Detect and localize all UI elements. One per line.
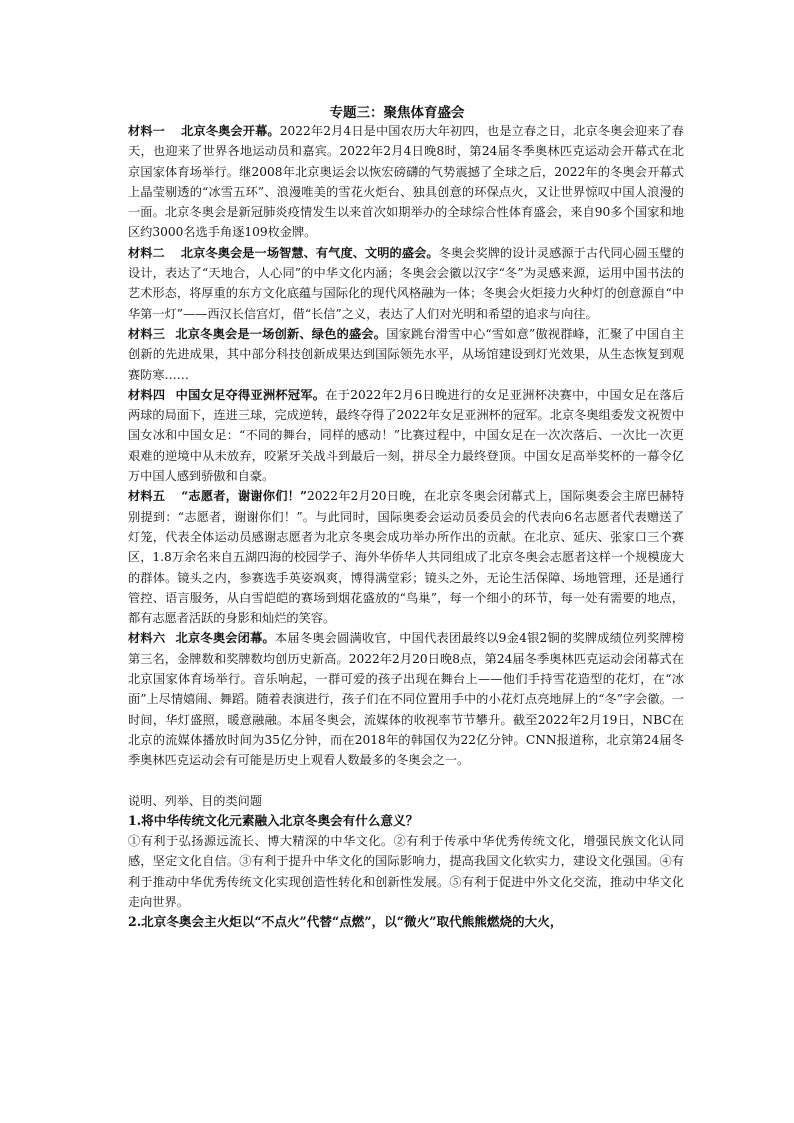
material-3 — [128, 324, 684, 385]
page-title: 专题三：聚焦体育盛会 — [329, 105, 465, 121]
material-text: 国家跳台滑雪中心“雪如意”傲视群峰，汇聚了中国自主创新的先进成果，其中部分科技创新成果达到国际领先水平，从场馆建设到灯光效果，从生态恢复到观赛防寒…… — [128, 326, 685, 382]
material-text: 本届冬奥会圆满收官，中国代表团最终以9金4银2铜的奖牌成绩位列奖牌榜第三名，金牌数和奖牌数均创历史新高。2022年2月20日晚8点，第24届冬季奥林匹克运动会闭幕式在北京国家体育场举行。音乐响起，一群可爱的孩子出现在舞台上——他们手持雪花造型的花灯，在“冰面”上尽情嬉闹、舞蹈。随着表演进行，孩子们在不同位置用手中的小花灯点亮地屏上的“冬”字会徽。一时间，华灯盛照，暖意融融。本届冬奥会，流媒体的收视率节节攀升。截至2022年2月19日，NBC在北京的流媒体播放时间为35亿分钟，而在2018年的韩国仅为22亿分钟。CNN报道称，北京第24届冬季奥林匹克运动会有可能是历史上观看人数最多的冬奥会之一。 — [128, 631, 685, 768]
material-4 — [128, 385, 684, 486]
material-5 — [128, 486, 684, 628]
material-text: 冬奥会奖牌的设计灵感源于古代同心圆玉璧的设计，表达了“天地合，人心同”的中华文化内涵；冬奥会会徽以汉字“冬”为灵感来源，运用中国书法的艺术形态，将厚重的东方文化底蕴与国际化的现代风格融为一体；冬奥会火炬接力火种灯的创意源自“中华第一灯”——西汉长信宫灯，借“长信”之义，表达了人们对光明和希望的追求与向往。 — [128, 245, 685, 321]
material-label: 材料二 北京冬奥会是一场智慧、有气度、文明的盛会。 — [128, 245, 439, 260]
material-1 — [128, 121, 684, 243]
question-1: 1.将中华传统文化元素融入北京冬奥会有什么意义？ — [128, 812, 419, 828]
answer-1: ①有利于弘扬源远流长、博大精深的中华文化。②有利于传承中华优秀传统文化，增强民族文化认同感，坚定文化自信。③有利于提升中华文化的国际影响力，提高我国文化软实力，建设文化强国。④有利于推动中华优秀传统文化实现创造性转化和创新性发展。⑤有利于促进中外文化交流，推动中华文化走向世界。 — [128, 834, 684, 909]
material-label: 材料六 北京冬奥会闭幕。 — [128, 631, 275, 646]
material-text: 2022年2月20日晚，在北京冬奥会闭幕式上，国际奥委会主席巴赫特别提到：“志愿者，谢谢你们！”。与此同时，国际奥委会运动员委员会的代表向6名志愿者代表赠送了灯笼，代表全体运动员感谢志愿者为北京冬奥会成功举办所作出的贡献。在北京、延庆、张家口三个赛区，1.8万余名来自五湖四海的校园学子、海外华侨华人共同组成了北京冬奥会志愿者这样一个规模庞大的群体。镜头之内，参赛选手英姿飒爽，博得满堂彩；镜头之外，无论生活保障、场地管理，还是通行管控、语言服务，从白雪皑皑的赛场到烟花盛放的“鸟巢”，每一个细小的环节，每一处有需要的地点，都有志愿者活跃的身影和灿烂的笑容。 — [128, 489, 685, 626]
material-2 — [128, 243, 684, 324]
section-title: 说明、列举、目的类问题 — [128, 793, 263, 808]
material-6 — [128, 628, 684, 770]
material-label: 材料四 中国女足夺得亚洲杯冠军。 — [128, 387, 326, 402]
section-spacer — [128, 771, 684, 791]
material-label: 材料一 北京冬奥会开幕。 — [128, 124, 280, 138]
material-label: 材料五 “志愿者，谢谢你们！” — [128, 489, 307, 504]
material-label: 材料三 北京冬奥会是一场创新、绿色的盛会。 — [128, 326, 387, 341]
material-text: 在于2022年2月6日晚进行的女足亚洲杯决赛中，中国女足在落后两球的局面下，连进三球，完成逆转，最终夺得了2022年女足亚洲杯的冠军。北京冬奥组委发文祝贺中国女冰和中国女足：“不同的舞台，同样的感动！”比赛过程中，中国女足在一次次落后、一次比一次更艰难的逆境中从未放弃，咬紧牙关战斗到最后一刻，拼尽全力最终登顶。中国女足高举奖杯的一幕令亿万中国人感到骄傲和自豪。 — [128, 387, 685, 484]
material-text: 2022年2月4日是中国农历大年初四，也是立春之日，北京冬奥会迎来了春天，也迎来了世界各地运动员和嘉宾。2022年2月4日晚8时，第24届冬季奥林匹克运动会开幕式在北京国家体育场举行。继2008年北京奥运会以恢宏磅礴的气势震撼了全球之后，2022年的冬奥会开幕式上晶莹剔透的“冰雪五环”、浪漫唯美的雪花火炬台、独具创意的环保点火，又让世界惊叹中国人浪漫的一面。北京冬奥会是新冠肺炎疫情发生以来首次如期举办的全球综合性体育盛会，来自90多个国家和地区约3000名选手角逐109枚金牌。 — [128, 124, 684, 240]
document-body — [128, 121, 684, 933]
question-2: 2.北京冬奥会主火炬以“不点火”代替“点燃”，以“微火”取代熊熊燃烧的大火， — [128, 914, 563, 930]
